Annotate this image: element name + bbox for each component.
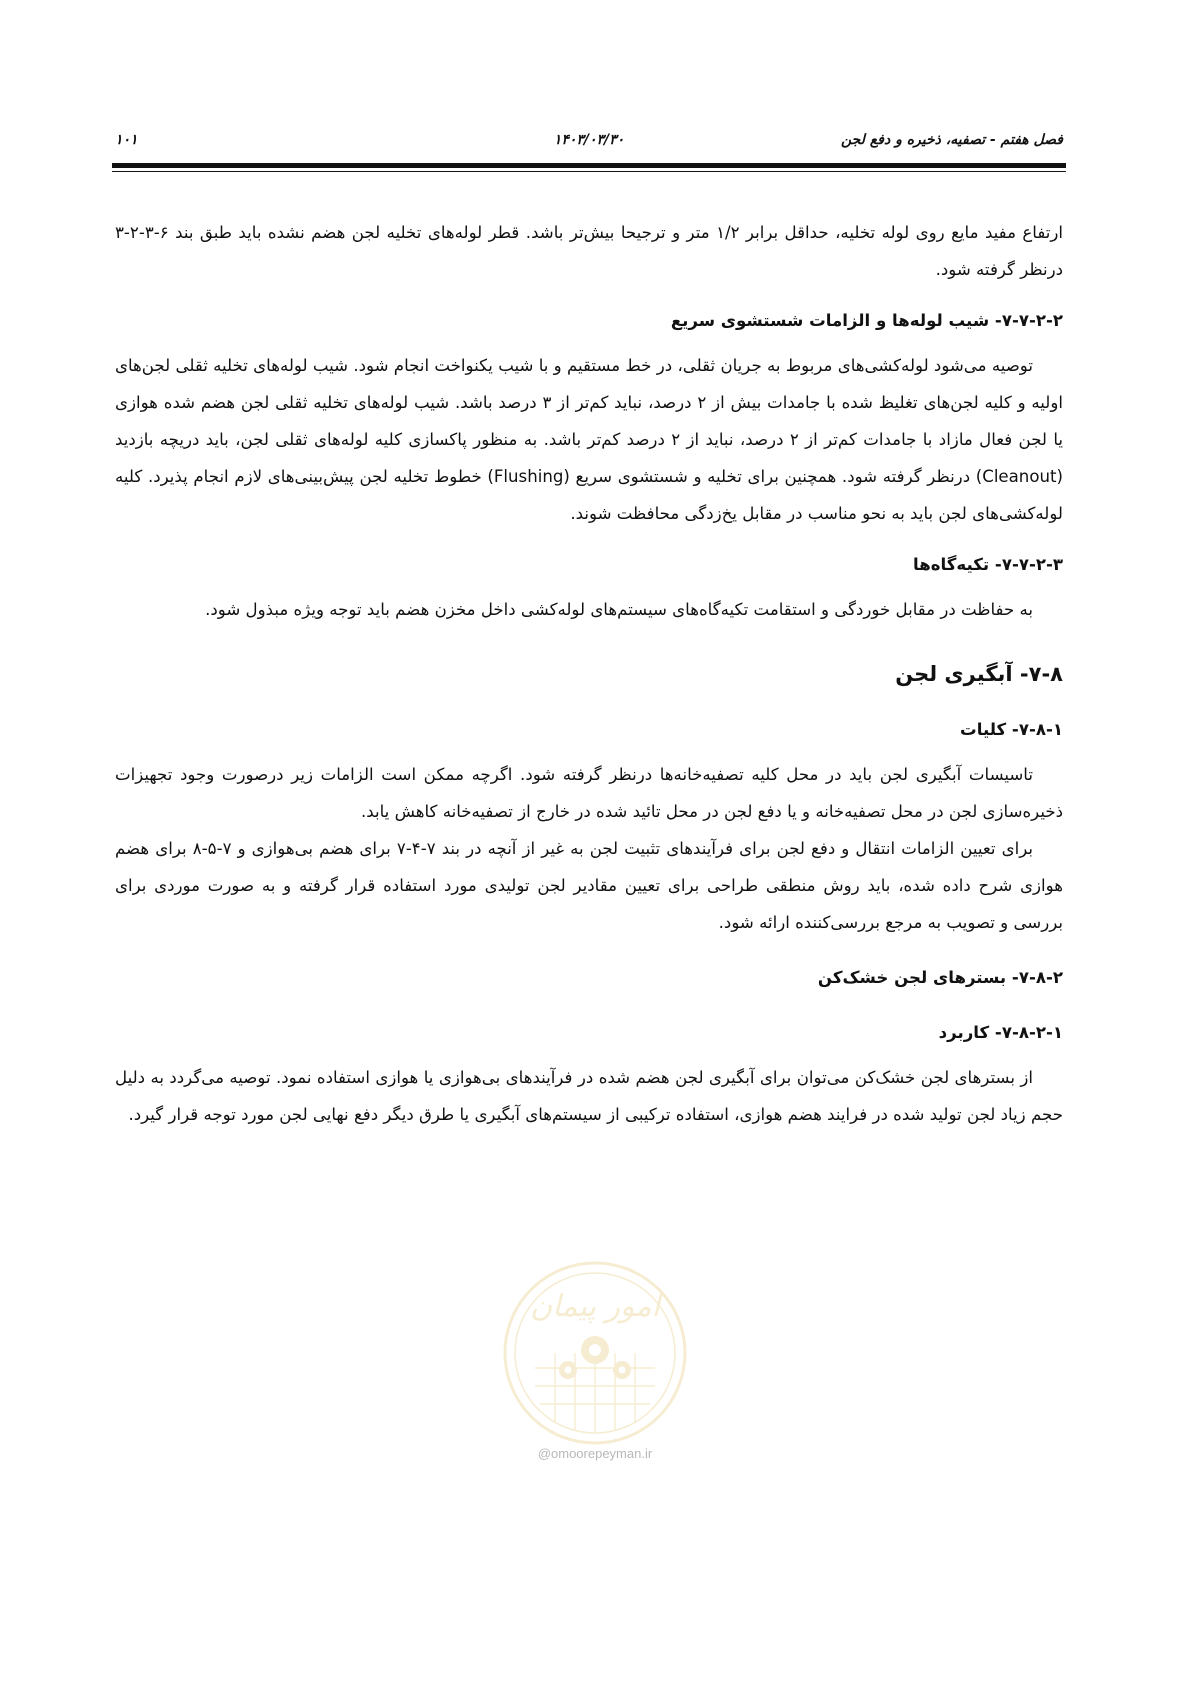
heading-7-7-2-3: ۷-۷-۲-۳- تکیه‌گاه‌ها xyxy=(913,555,1063,574)
heading-7-7-2-2: ۷-۷-۲-۲- شیب لوله‌ها و الزامات شستشوی سریع xyxy=(670,311,1063,330)
heading-7-8: ۷-۸- آبگیری لجن xyxy=(895,662,1063,686)
header-rule-thick xyxy=(112,163,1066,168)
paragraph-supports: به حفاظت در مقابل خوردگی و استقامت تکیه‌گاه‌های سیستم‌های لوله‌کشی داخل مخزن هضم باید توجه ویژه مبذول شود. xyxy=(205,600,1033,619)
paragraph-intro: ارتفاع مفید مایع روی لوله تخلیه، حداقل برابر ۱/۲ متر و ترجیحا بیش‌تر باشد. قطر لوله‌های تخلیه لجن هضم نشده باید طبق بند ۶-۳-۲-۳ درنظر گرفته شود. xyxy=(115,223,1063,279)
paragraph-general-2: برای تعیین الزامات انتقال و دفع لجن برای فرآیندهای تثبیت لجن به غیر از آنچه در بند ۷-۴-۷ برای هضم بی‌هوازی و ۷-۵-۸ برای هضم هوازی شرح داده شده، باید روش منطقی طراحی برای تعیین مقادیر لجن تولیدی مورد استفاده قرار گرفته و به صورت موردی برای بررسی و تصویب به مرجع بررسی‌کننده ارائه شود. xyxy=(115,839,1063,932)
header-rule-thin xyxy=(112,171,1066,172)
heading-7-8-2-1: ۷-۸-۲-۱- کاربرد xyxy=(938,1023,1063,1042)
page-header xyxy=(115,128,1063,158)
header-date: ۱۴۰۳/۰۳/۳۰ xyxy=(553,132,625,148)
heading-7-8-2: ۷-۸-۲- بسترهای لجن خشک‌کن xyxy=(817,968,1063,987)
paragraph-slope: توصیه می‌شود لوله‌کشی‌های مربوط به جریان ثقلی، در خط مستقیم و با شیب یکنواخت انجام شود. شیب لوله‌های تخلیه ثقلی لجن‌های اولیه و کلیه لجن‌های تغلیظ شده با جامدات بیش از ۲ درصد، نباید کم‌تر از ۳ درصد باشد. شیب لوله‌های تخلیه ثقلی لجن هضم شده هوازی یا لجن فعال مازاد با جامدات کم‌تر از ۲ درصد، نباید از ۲ درصد کم‌تر باشد. به منظور پاکسازی کلیه لوله‌های ثقلی لجن، باید دریچه بازدید (Cleanout) درنظر گرفته شود. همچنین برای تخلیه و شستشوی سریع (Flushing) خطوط تخلیه لجن پیش‌بینی‌های لازم انجام پذیرد. کلیه لوله‌کشی‌های لجن باید به نحو مناسب در مقابل یخ‌زدگی محافظت شوند. xyxy=(115,356,1064,523)
page-number: ۱۰۱ xyxy=(115,132,138,148)
paragraph-usage: از بسترهای لجن خشک‌کن می‌توان برای آبگیری لجن هضم شده در فرآیندهای بی‌هوازی یا هوازی استفاده نمود. توصیه می‌گردد به دلیل حجم زیاد لجن تولید شده در فرایند هضم هوازی، استفاده ترکیبی از سیستم‌های آبگیری یا طرق دیگر دفع نهایی لجن مورد توجه قرار گیرد. xyxy=(115,1068,1063,1124)
chapter-title: فصل هفتم - تصفیه، ذخیره و دفع لجن xyxy=(840,132,1063,148)
watermark-seal-icon xyxy=(500,1258,690,1448)
document-body xyxy=(115,214,1063,1133)
watermark-url: @omoorepeyman.ir xyxy=(537,1446,653,1461)
watermark-logo xyxy=(500,1258,690,1448)
heading-7-8-1: ۷-۸-۱- کلیات xyxy=(960,720,1063,739)
watermark-logo-text: امور پیمان xyxy=(530,1289,660,1324)
paragraph-general-1: تاسیسات آبگیری لجن باید در محل کلیه تصفیه‌خانه‌ها درنظر گرفته شود. اگرچه ممکن است الزامات زیر درصورت وجود تجهیزات ذخیره‌سازی لجن در محل تصفیه‌خانه و یا دفع لجن در محل تائید شده در خارج از تصفیه‌خانه کاهش یابد. xyxy=(115,765,1063,821)
